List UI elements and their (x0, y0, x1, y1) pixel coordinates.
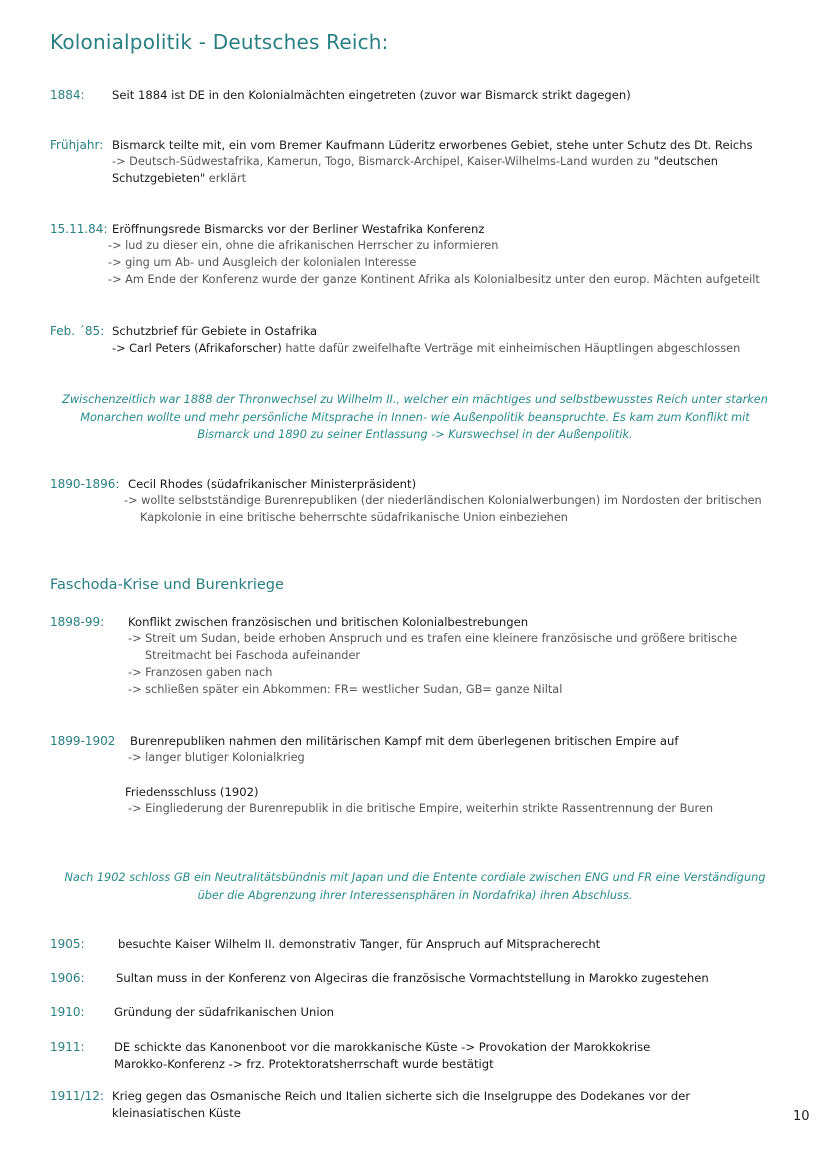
subline-text: -> Deutsch-Südwestafrika, Kamerun, Togo, Bismarck-Archipel, Kaiser-Wilhelms-Land wurden zu (112, 155, 654, 168)
note-line: über die Abgrenzung ihrer Interessensphären in Nordafrika) ihren Abschluss. (197, 888, 633, 902)
entry-1884 (0, 88, 828, 105)
note-line: Bismarck und 1890 zu seiner Entlassung -> Kurswechsel in der Außenpolitik. (197, 428, 633, 441)
entry-text: Sultan muss in der Konferenz von Algeciras die französische Vormachtstellung in Marokko zugestehen (116, 971, 709, 985)
note-thronwechsel (40, 391, 790, 444)
entry-date: 1905: (50, 937, 85, 951)
subline-emphasis: Schutzgebieten" (112, 172, 206, 185)
entry-subline: Kapkolonie in eine britische beherrschte südafrikanische Union einbeziehen (140, 511, 568, 524)
entry-text: besuchte Kaiser Wilhelm II. demonstrativ Tanger, für Anspruch auf Mitspracherecht (118, 937, 601, 951)
entry-text: Cecil Rhodes (südafrikanischer Ministerpräsident) (128, 477, 417, 491)
entry-1890-1896 (0, 477, 828, 524)
entry-1898-99 (0, 615, 828, 696)
entry-text: DE schickte das Kanonenboot vor die marokkanische Küste -> Provokation der Marokkokrise (114, 1040, 651, 1054)
entry-text: Schutzbrief für Gebiete in Ostafrika (112, 324, 318, 338)
entry-text: Seit 1884 ist DE in den Kolonialmächten eingetreten (zuvor war Bismarck strikt dagegen) (112, 88, 631, 102)
entry-date: 15.11.84: (50, 222, 108, 236)
entry-subline: -> Streit um Sudan, beide erhoben Anspruch und es trafen eine kleinere französische und größere britische (128, 632, 738, 645)
page-number: 10 (793, 1109, 810, 1124)
entry-1905 (0, 937, 828, 954)
entry-text: Krieg gegen das Osmanische Reich und Italien sicherte sich die Inselgruppe des Dodekanes vor der (112, 1089, 691, 1103)
subline-text: hatte dafür zweifelhafte Verträge mit einheimischen Häuptlingen abgeschlossen (281, 342, 741, 355)
entry-text: Bismarck teilte mit, ein vom Bremer Kaufmann Lüderitz erworbenes Gebiet, stehe unter Schutz des Dt. Reichs (112, 138, 753, 152)
entry-1910 (0, 1005, 828, 1022)
peace-heading: Friedensschluss (1902) (125, 785, 259, 799)
entry-text: Burenrepubliken nahmen den militärischen Kampf mit dem überlegenen britischen Empire auf (130, 734, 679, 748)
entry-subline: Streitmacht bei Faschoda aufeinander (145, 649, 361, 662)
entry-15-11-84 (0, 222, 828, 286)
entry-1911 (0, 1040, 828, 1071)
entry-subline: -> schließen später ein Abkommen: FR= westlicher Sudan, GB= ganze Niltal (128, 683, 563, 696)
entry-date: 1906: (50, 971, 85, 985)
entry-subline (112, 342, 740, 355)
entry-bullet: -> lud zu dieser ein, ohne die afrikanischen Herrscher zu informieren (108, 239, 499, 252)
entry-subline (112, 155, 718, 168)
entry-date: Feb. ´85: (50, 324, 105, 338)
entry-date: 1911/12: (50, 1089, 104, 1103)
subline-emphasis: "deutschen (653, 155, 718, 168)
note-line: Monarchen wollte und mehr persönliche Mitsprache in Innen- wie Außenpolitik beanspruchte. Es kam zum Konflikt mit (80, 410, 750, 424)
entry-bullet: -> ging um Ab- und Ausgleich der kolonialen Interesse (108, 256, 417, 269)
entry-subline: -> Franzosen gaben nach (128, 666, 273, 679)
entry-bullet: -> Am Ende der Konferenz wurde der ganze Kontinent Afrika als Kolonialbesitz unter den europ. Mächten aufgeteilt (108, 273, 760, 286)
entry-date: Frühjahr: (50, 138, 104, 152)
entry-date: 1910: (50, 1005, 85, 1019)
note-line: Zwischenzeitlich war 1888 der Thronwechsel zu Wilhelm II., welcher ein mächtiges und selbstbewusstes Reich unter starken (62, 393, 768, 406)
section-heading: Faschoda-Krise und Burenkriege (50, 577, 284, 593)
entry-date: 1884: (50, 88, 85, 102)
entry-date: 1911: (50, 1040, 85, 1054)
entry-1906 (0, 971, 828, 988)
entry-text: Eröffnungsrede Bismarcks vor der Berliner Westafrika Konferenz (112, 222, 485, 236)
entry-subline: Marokko-Konferenz -> frz. Protektoratsherrschaft wurde bestätigt (114, 1057, 494, 1071)
page-title: Kolonialpolitik - Deutsches Reich: (50, 30, 389, 54)
subline-text: erklärt (205, 172, 247, 185)
note-line: Nach 1902 schloss GB ein Neutralitätsbündnis mit Japan und die Entente cordiale zwischen ENG und FR eine Verständigung (64, 871, 766, 884)
entry-date: 1898-99: (50, 615, 105, 629)
entry-subline: kleinasiatischen Küste (112, 1106, 241, 1120)
entry-1899-1902 (0, 734, 828, 815)
entry-date: 1899-1902 (50, 734, 116, 748)
entry-feb-85 (0, 324, 828, 355)
entry-subline: -> langer blutiger Kolonialkrieg (128, 751, 305, 764)
entry-text: Konflikt zwischen französischen und britischen Kolonialbestrebungen (128, 615, 529, 629)
entry-date: 1890-1896: (50, 477, 120, 491)
entry-fruehjahr (0, 138, 828, 185)
entry-text: Gründung der südafrikanischen Union (114, 1005, 335, 1019)
subline-emphasis: -> Carl Peters (Afrikaforscher) (112, 342, 282, 355)
entry-subline (112, 172, 246, 185)
entry-subline: -> wollte selbstständige Burenrepubliken (der niederländischen Kolonialwerbungen) im Nordosten der britischen (124, 494, 762, 507)
entry-subline: -> Eingliederung der Burenrepublik in die britische Empire, weiterhin strikte Rassentrennung der Buren (128, 802, 714, 815)
note-entente (40, 869, 790, 904)
